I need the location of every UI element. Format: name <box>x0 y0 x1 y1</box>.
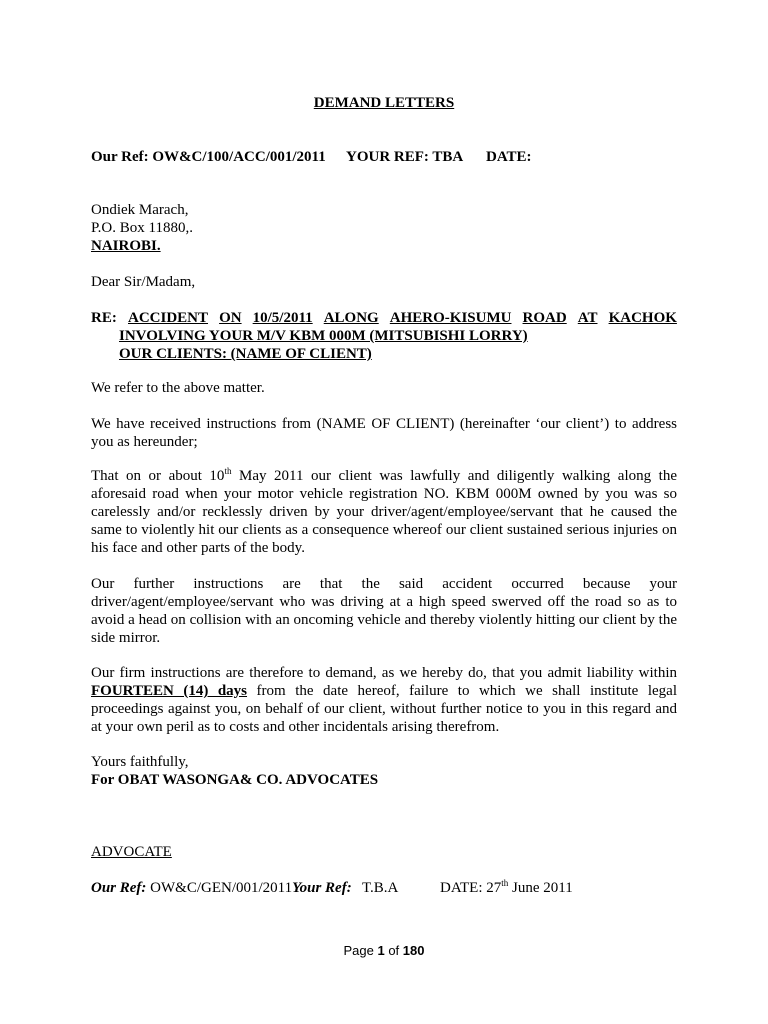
subject-prefix: RE: <box>91 310 117 326</box>
date-label: DATE: <box>486 149 532 165</box>
reference-line <box>91 148 691 166</box>
recipient-address <box>91 201 193 255</box>
page-number: Page 1 of 180 <box>343 943 425 958</box>
subject-line-1: ACCIDENT ON 10/5/2011 ALONG AHERO-KISUMU ROAD AT KACHOK <box>128 310 677 326</box>
paragraph-further-instructions: Our further instructions are that the said accident occurred because your driver/agent/employee/servant who was driving at a high speed swerved off the road so as to avoid a head on collision with an oncoming vehicle and thereby violently hitting our client by the side mirror. <box>91 576 677 646</box>
paragraph-instructions: We have received instructions from (NAME OF CLIENT) (hereinafter ‘our client’) to address you as hereunder; <box>91 416 677 450</box>
closing-firm: For OBAT WASONGA& CO. ADVOCATES <box>91 772 379 788</box>
paragraph-refer: We refer to the above matter. <box>91 380 265 396</box>
second-our-ref-value: OW&C/GEN/001/2011 <box>146 880 293 896</box>
salutation: Dear Sir/Madam, <box>91 274 196 290</box>
subject-line-3: OUR CLIENTS: (NAME OF CLIENT) <box>119 346 372 362</box>
subject-line-2: INVOLVING YOUR M/V KBM 000M (MITSUBISHI LORRY) <box>119 328 528 344</box>
recipient-city: NAIROBI. <box>91 238 161 254</box>
subject-block <box>91 309 677 363</box>
second-reference-line <box>91 879 691 897</box>
your-reference: YOUR REF: TBA <box>346 149 464 165</box>
our-reference: Our Ref: OW&C/100/ACC/001/2011 <box>91 149 326 165</box>
recipient-box: P.O. Box 11880,. <box>91 220 193 236</box>
advocate-signature: ADVOCATE <box>91 844 172 860</box>
second-date: DATE: 27th June 2011 <box>440 878 573 896</box>
deadline-text: FOURTEEN (14) days <box>91 683 248 699</box>
recipient-name: Ondiek Marach, <box>91 202 189 218</box>
document-title: DEMAND LETTERS <box>313 95 455 111</box>
paragraph-accident-facts: That on or about 10th May 2011 our client was lawfully and diligently walking along the aforesaid road when your motor vehicle registration NO. KBM 000M owned by you was so carelessly and/or recklessly driven by your driver/agent/employee/servant that he caused the same to violently hit our clients as a consequence whereof our client sustained serious injuries on his face and other parts of the body. <box>91 466 677 556</box>
second-your-ref-value: T.B.A <box>362 880 399 896</box>
paragraph-demand: Our firm instructions are therefore to demand, as we hereby do, that you admit liability within FOURTEEN (14) days from the date hereof, failure to which we shall institute legal proceedings against you, on behalf of our client, without further notice to you in this regard and at your own peril as to costs and other incidentals arising therefrom. <box>91 665 677 735</box>
second-your-ref-label: Your Ref: <box>292 880 352 896</box>
second-our-ref-label: Our Ref: <box>91 880 147 896</box>
closing-yours: Yours faithfully, <box>91 754 189 770</box>
